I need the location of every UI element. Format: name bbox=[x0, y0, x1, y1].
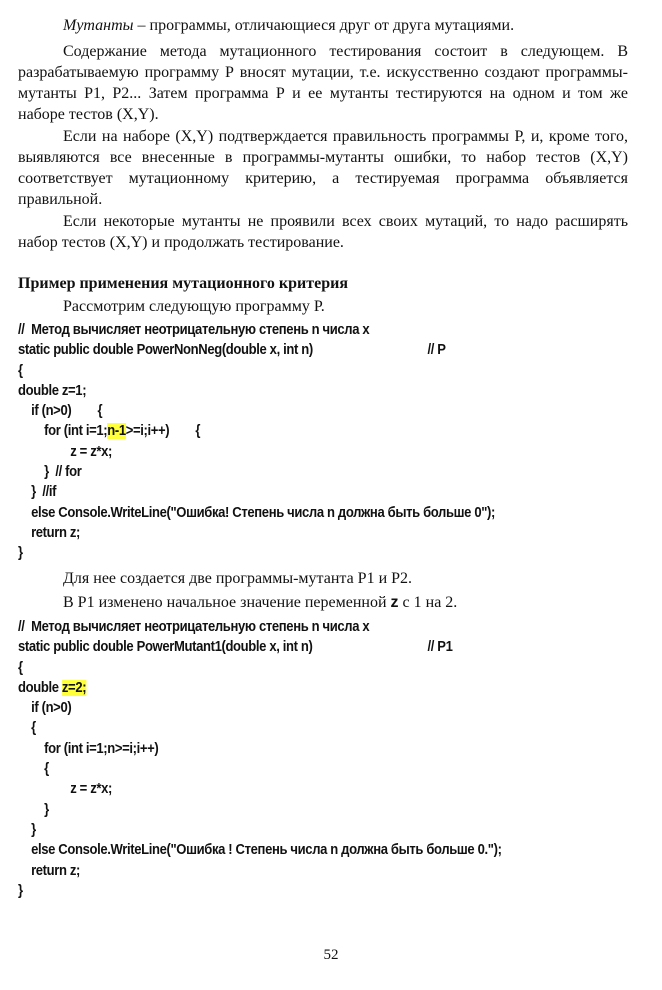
highlighted-mutation-site: n-1 bbox=[107, 423, 126, 440]
code-line: if (n>0) { bbox=[18, 403, 103, 420]
paragraph-method-description: Содержание метода мутационного тестирования состоит в следующем. В разрабатываемую программу Р вносят мутации, т.е. искусственно создают программы-мутанты P1, P2... Затем программа Р и ее мутанты тестируются на одном и том же наборе тестов (X,Y). bbox=[18, 43, 628, 123]
code-line: if (n>0) bbox=[18, 700, 72, 717]
code-line bbox=[18, 678, 585, 698]
code-line: } bbox=[18, 821, 36, 838]
code-line: { bbox=[18, 659, 23, 676]
intro-program-p: Рассмотрим следующую программу Р. bbox=[63, 298, 325, 315]
code-line: return z; bbox=[18, 524, 81, 541]
paragraph-criterion: Если на наборе (X,Y) подтверждается правильность программы Р, и, кроме того, выявляются все внесенные в программы-мутанты ошибки, то набор тестов (X,Y) соответствует мутационному критерию, а тестируемая программа объявляется правильной. bbox=[18, 128, 628, 208]
highlighted-mutation-site: z=2; bbox=[61, 679, 87, 696]
method-signature: static public double PowerMutant1(double x, int n) bbox=[18, 639, 313, 656]
code-line: // Метод вычисляет неотрицательную степень n числа x bbox=[18, 322, 370, 338]
code-line bbox=[18, 637, 585, 657]
code-line: return z; bbox=[18, 862, 81, 879]
code-line bbox=[18, 421, 585, 441]
code-line: for (int i=1;n>=i;i++) bbox=[18, 740, 159, 757]
code-line: } //if bbox=[18, 484, 57, 501]
section-heading: Пример применения мутационного критерия bbox=[18, 275, 348, 292]
code-line: } bbox=[18, 545, 23, 562]
code-line: // Метод вычисляет неотрицательную степень n числа x bbox=[18, 619, 370, 635]
paragraph-mutants-definition bbox=[18, 15, 628, 36]
code-block-mutant-p1 bbox=[18, 617, 585, 901]
paragraph-extend-tests: Если некоторые мутанты не проявили всех своих мутаций, то надо расширять набор тестов (X,Y) и продолжать тестирование. bbox=[18, 213, 628, 251]
code-line: } // for bbox=[18, 464, 82, 481]
code-line: { bbox=[18, 761, 49, 778]
intro-mutants: Для нее создается две программы-мутанта Р1 и Р2. bbox=[63, 570, 413, 587]
code-line: { bbox=[18, 720, 36, 737]
code-block-program-p bbox=[18, 320, 585, 564]
code-line: else Console.WriteLine("Ошибка ! Степень числа n должна быть больше 0."); bbox=[18, 842, 502, 859]
intro-text: В Р1 изменено начальное значение переменной bbox=[63, 594, 391, 611]
code-line: double z=1; bbox=[18, 382, 87, 399]
program-label: // P1 bbox=[427, 639, 453, 656]
program-label: // P bbox=[427, 342, 446, 359]
code-line: z = z*x; bbox=[18, 781, 112, 798]
code-fragment: for (int i=1; bbox=[18, 423, 108, 440]
variable-name: z bbox=[390, 594, 399, 611]
intro-mutant-p1 bbox=[63, 592, 628, 613]
page-number: 52 bbox=[323, 947, 339, 963]
code-line: z = z*x; bbox=[18, 443, 112, 460]
definition-text: – программы, отличающиеся друг от друга мутациями. bbox=[133, 17, 515, 34]
code-fragment: double bbox=[18, 679, 62, 696]
term-mutants: Мутанты bbox=[63, 17, 134, 34]
code-line: else Console.WriteLine("Ошибка! Степень числа n должна быть больше 0"); bbox=[18, 504, 496, 521]
code-fragment: >=i;i++) { bbox=[125, 423, 201, 440]
code-line: } bbox=[18, 801, 49, 818]
code-line bbox=[18, 340, 585, 360]
code-line: } bbox=[18, 882, 23, 899]
code-line: { bbox=[18, 362, 23, 379]
method-signature: static public double PowerNonNeg(double x, int n) bbox=[18, 342, 313, 359]
intro-text: с 1 на 2. bbox=[398, 594, 458, 611]
